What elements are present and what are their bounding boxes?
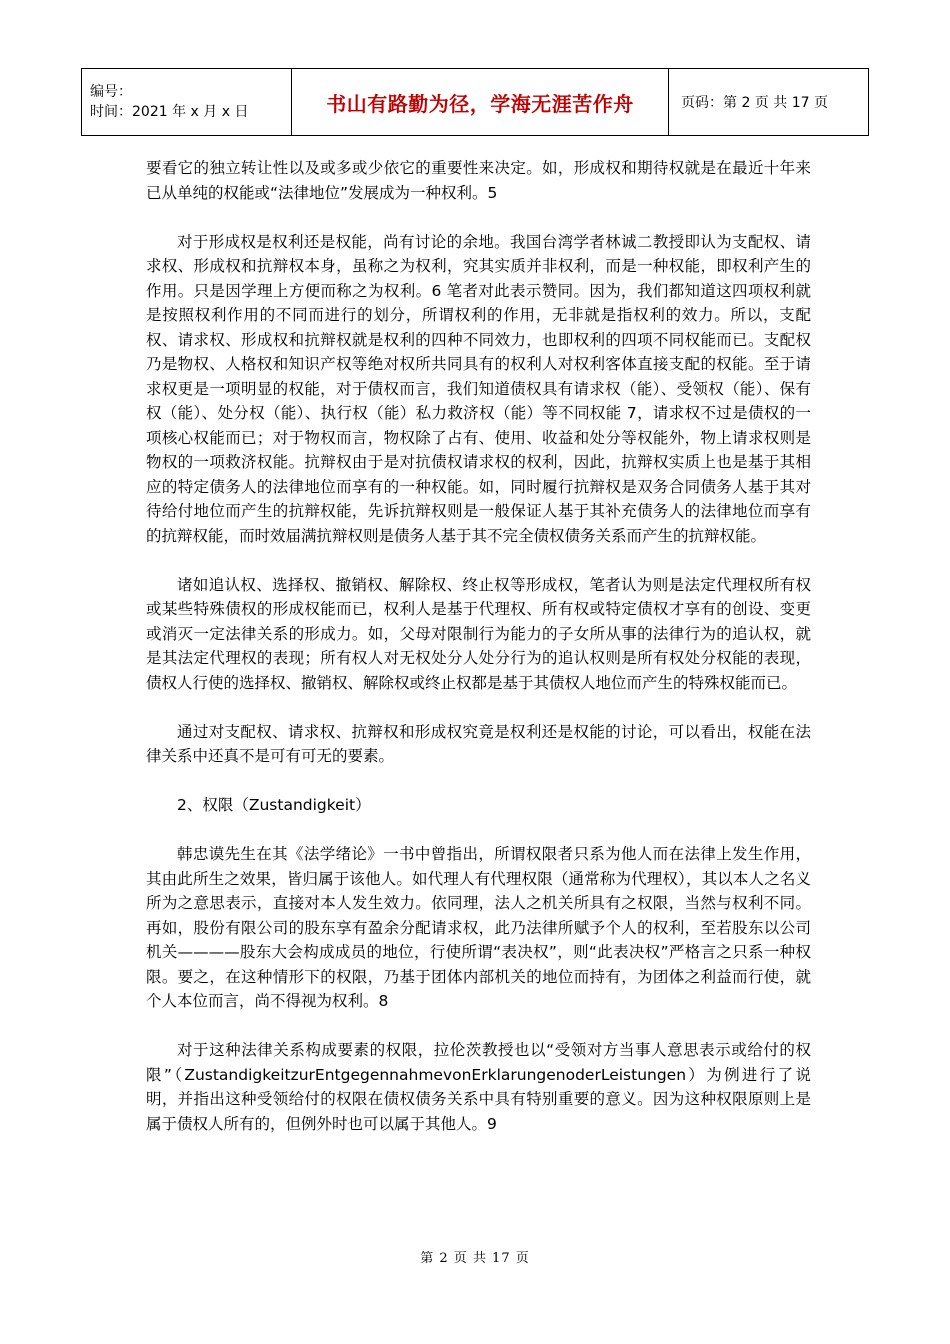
body-paragraph: 要看它的独立转让性以及或多或少依它的重要性来决定。如，形成权和期待权就是在最近十年来已从单纯的权能或“法律地位”发展成为一种权利。5 [146, 159, 811, 202]
document-body [146, 156, 811, 1136]
page-footer: 第 2 页 共 17 页 [420, 1251, 530, 1266]
document-number-label: 编号： [90, 84, 132, 100]
body-paragraph: 通过对支配权、请求权、抗辩权和形成权究竟是权利还是权能的讨论，可以看出，权能在法律关系中还真不是可有可无的要素。 [146, 722, 811, 765]
body-paragraph: 对于这种法律关系构成要素的权限，拉伦茨教授也以“受领对方当事人意思表示或给付的权限”（ZustandigkeitzurEntgegennahmevonErklarungenoderLeistungen）为例进行了说明，并指出这种受领给付的权限在债权债务关系中具有特别重要的意义。因为这种权限原则上是属于债权人所有的，但例外时也可以属于其他人。9 [146, 1041, 811, 1133]
body-paragraph: 韩忠谟先生在其《法学绪论》一书中曾指出，所谓权限者只系为他人而在法律上发生作用，其由此所生之效果，皆归属于该他人。如代理人有代理权限（通常称为代理权），其以本人之名义所为之意思表示，直接对本人发生效力。依同理，法人之机关所具有之权限，当然与权利不同。再如，股份有限公司的股东享有盈余分配请求权，此乃法律所赋予个人的权利，至若股东以公司机关————股东大会构成成员的地位，行使所谓“表决权”，则“此表决权”严格言之只系一种权限。要之，在这种情形下的权限，乃基于团体内部机关的地位而持有，为团体之利益而行使，就个人本位而言，尚不得视为权利。8 [146, 845, 811, 1010]
header-page-number: 页码：第 2 页 共 17 页 [669, 69, 869, 136]
header-meta-cell [82, 69, 292, 136]
document-header [81, 68, 869, 136]
document-date-label: 时间：2021 年 x 月 x 日 [90, 104, 249, 120]
header-motto: 书山有路勤为径，学海无涯苦作舟 [292, 69, 669, 136]
section-heading: 2、权限（Zustandigkeit） [177, 796, 371, 814]
body-paragraph: 对于形成权是权利还是权能，尚有讨论的余地。我国台湾学者林诚二教授即认为支配权、请求权、形成权和抗辩权本身，虽称之为权利，究其实质并非权利，而是一种权能，即权利产生的作用。只是因学理上方便而称之为权利。6 笔者对此表示赞同。因为，我们都知道这四项权利就是按照权利作用的不同而进行的划分，所谓权利的作用，无非就是指权利的效力。所以，支配权、请求权、形成权和抗辩权就是权利的四种不同效力，也即权利的四项不同权能而已。支配权乃是物权、人格权和知识产权等绝对权所共同具有的权利人对权利客体直接支配的权能。至于请求权更是一项明显的权能，对于债权而言，我们知道债权具有请求权（能）、受领权（能）、保有权（能）、处分权（能）、执行权（能）私力救济权（能）等不同权能 7，请求权不过是债权的一项核心权能而已；对于物权而言，物权除了占有、使用、收益和处分等权能外，物上请求权则是物权的一项救济权能。抗辩权由于是对抗债权请求权的权利，因此，抗辩权实质上也是基于其相应的特定债务人的法律地位而享有的一种权能。如，同时履行抗辩权是双务合同债务人基于其对待给付地位而产生的抗辩权能，先诉抗辩权则是一般保证人基于其补充债务人的法律地位而享有的抗辩权能，而时效届满抗辩权则是债务人基于其不完全债权债务关系而产生的抗辩权能。 [146, 232, 811, 545]
body-paragraph: 诸如追认权、选择权、撤销权、解除权、终止权等形成权，笔者认为则是法定代理权所有权或某些特殊债权的形成权能而已，权利人是基于代理权、所有权或特定债权才享有的创设、变更或消灭一定法律关系的形成力。如，父母对限制行为能力的子女所从事的法律行为的追认权，就是其法定代理权的表现；所有权人对无权处分人处分行为的追认权则是所有权处分权能的表现，债权人行使的选择权、撤销权、解除权或终止权都是基于其债权人地位而产生的特殊权能而已。 [146, 575, 811, 692]
